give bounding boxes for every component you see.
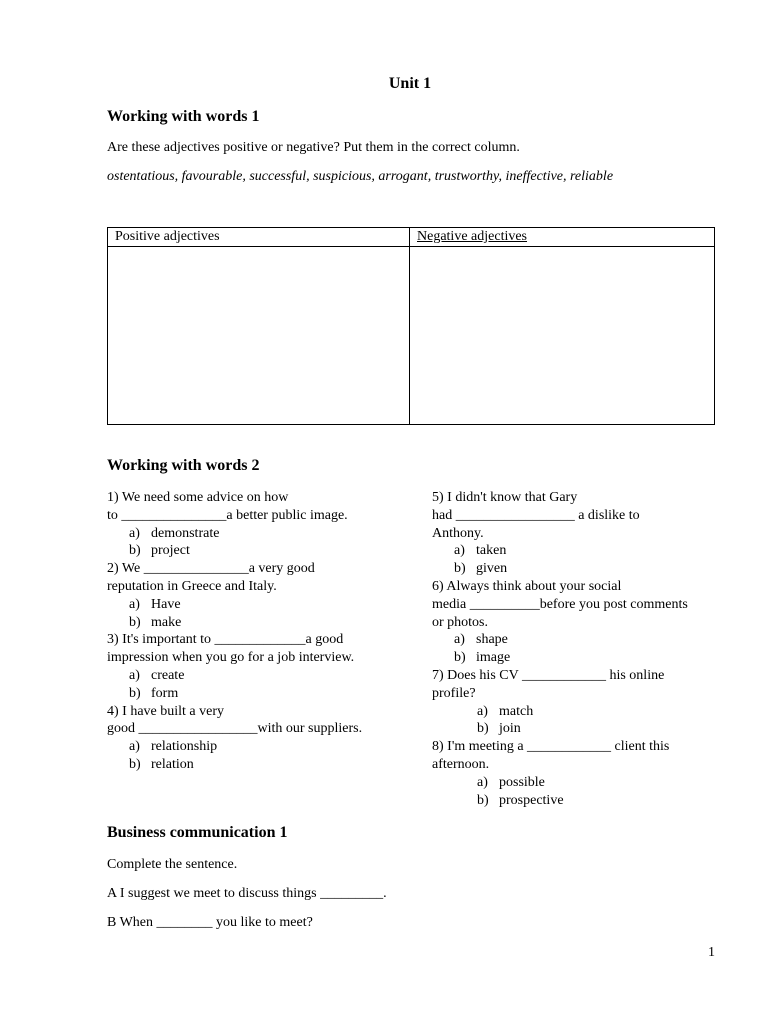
question-text: 4) I have built a very xyxy=(107,703,225,719)
unit-title: Unit 1 xyxy=(388,75,432,92)
question-text: or photos. xyxy=(432,614,488,630)
option-item[interactable]: b) project xyxy=(129,543,190,559)
question-text: 8) I'm meeting a ____________ client this xyxy=(432,739,670,755)
option-item[interactable]: b) prospective xyxy=(477,792,564,808)
question-text: 7) Does his CV ____________ his online xyxy=(432,667,665,683)
adjective-word-list: ostentatious, favourable, successful, suspicious, arrogant, trustworthy, ineffective, reliable xyxy=(107,169,614,184)
question-text: 1) We need some advice on how xyxy=(107,490,289,505)
questions-column-right xyxy=(432,489,732,809)
question-text: had _________________ a dislike to xyxy=(432,507,640,523)
option-item[interactable]: a) Have xyxy=(129,596,181,612)
adjectives-table xyxy=(107,227,715,425)
question-text: profile? xyxy=(432,685,476,701)
question-8 xyxy=(432,738,732,809)
option-item[interactable]: b) form xyxy=(129,685,179,701)
dialogue-line-b: B When ________ you like to meet? xyxy=(107,915,313,930)
question-text: good _________________with our suppliers. xyxy=(107,721,363,737)
option-item[interactable]: a) create xyxy=(129,667,185,683)
instruction-text: Are these adjectives positive or negative? Put them in the correct column. xyxy=(107,140,520,155)
section-heading-working-with-words-1: Working with words 1 xyxy=(107,108,260,125)
question-4 xyxy=(107,703,407,774)
section-heading-working-with-words-2: Working with words 2 xyxy=(107,457,260,474)
question-5 xyxy=(432,489,732,578)
option-item[interactable]: b) join xyxy=(477,721,521,737)
question-text: 2) We _______________a very good xyxy=(107,561,315,577)
question-text: Anthony. xyxy=(432,525,484,541)
option-item[interactable]: b) relation xyxy=(129,756,194,772)
question-7 xyxy=(432,667,732,738)
option-item[interactable]: b) make xyxy=(129,614,182,630)
question-text: impression when you go for a job interview. xyxy=(107,650,355,666)
question-text: afternoon. xyxy=(432,756,490,772)
negative-adjectives-header: Negative adjectives xyxy=(410,228,715,247)
option-item[interactable]: a) match xyxy=(477,703,534,719)
question-6 xyxy=(432,578,732,667)
option-item[interactable]: a) shape xyxy=(454,632,508,648)
option-item[interactable]: b) image xyxy=(454,650,511,666)
question-3 xyxy=(107,631,407,702)
instruction-text: Complete the sentence. xyxy=(107,857,238,872)
dialogue-line-a: A I suggest we meet to discuss things _________. xyxy=(107,886,387,901)
option-item[interactable]: a) taken xyxy=(454,543,507,559)
section-heading-business-communication-1: Business communication 1 xyxy=(107,824,288,841)
option-item[interactable]: b) given xyxy=(454,561,508,577)
question-text: media __________before you post comments xyxy=(432,596,688,612)
question-text: reputation in Greece and Italy. xyxy=(107,578,277,594)
question-text: 6) Always think about your social xyxy=(432,578,622,594)
option-item[interactable]: a) demonstrate xyxy=(129,525,220,541)
question-text: to _______________a better public image. xyxy=(107,507,348,523)
option-item[interactable]: a) relationship xyxy=(129,739,218,755)
question-text: 3) It's important to _____________a good xyxy=(107,632,344,648)
questions-column-left xyxy=(107,489,407,774)
question-2 xyxy=(107,560,407,631)
positive-adjectives-cell[interactable] xyxy=(108,247,410,425)
question-1 xyxy=(107,489,407,560)
positive-adjectives-header: Positive adjectives xyxy=(108,228,410,247)
option-item[interactable]: a) possible xyxy=(477,774,545,790)
negative-adjectives-cell[interactable] xyxy=(410,247,715,425)
page-number: 1 xyxy=(708,945,715,960)
question-text: 5) I didn't know that Gary xyxy=(432,490,578,505)
